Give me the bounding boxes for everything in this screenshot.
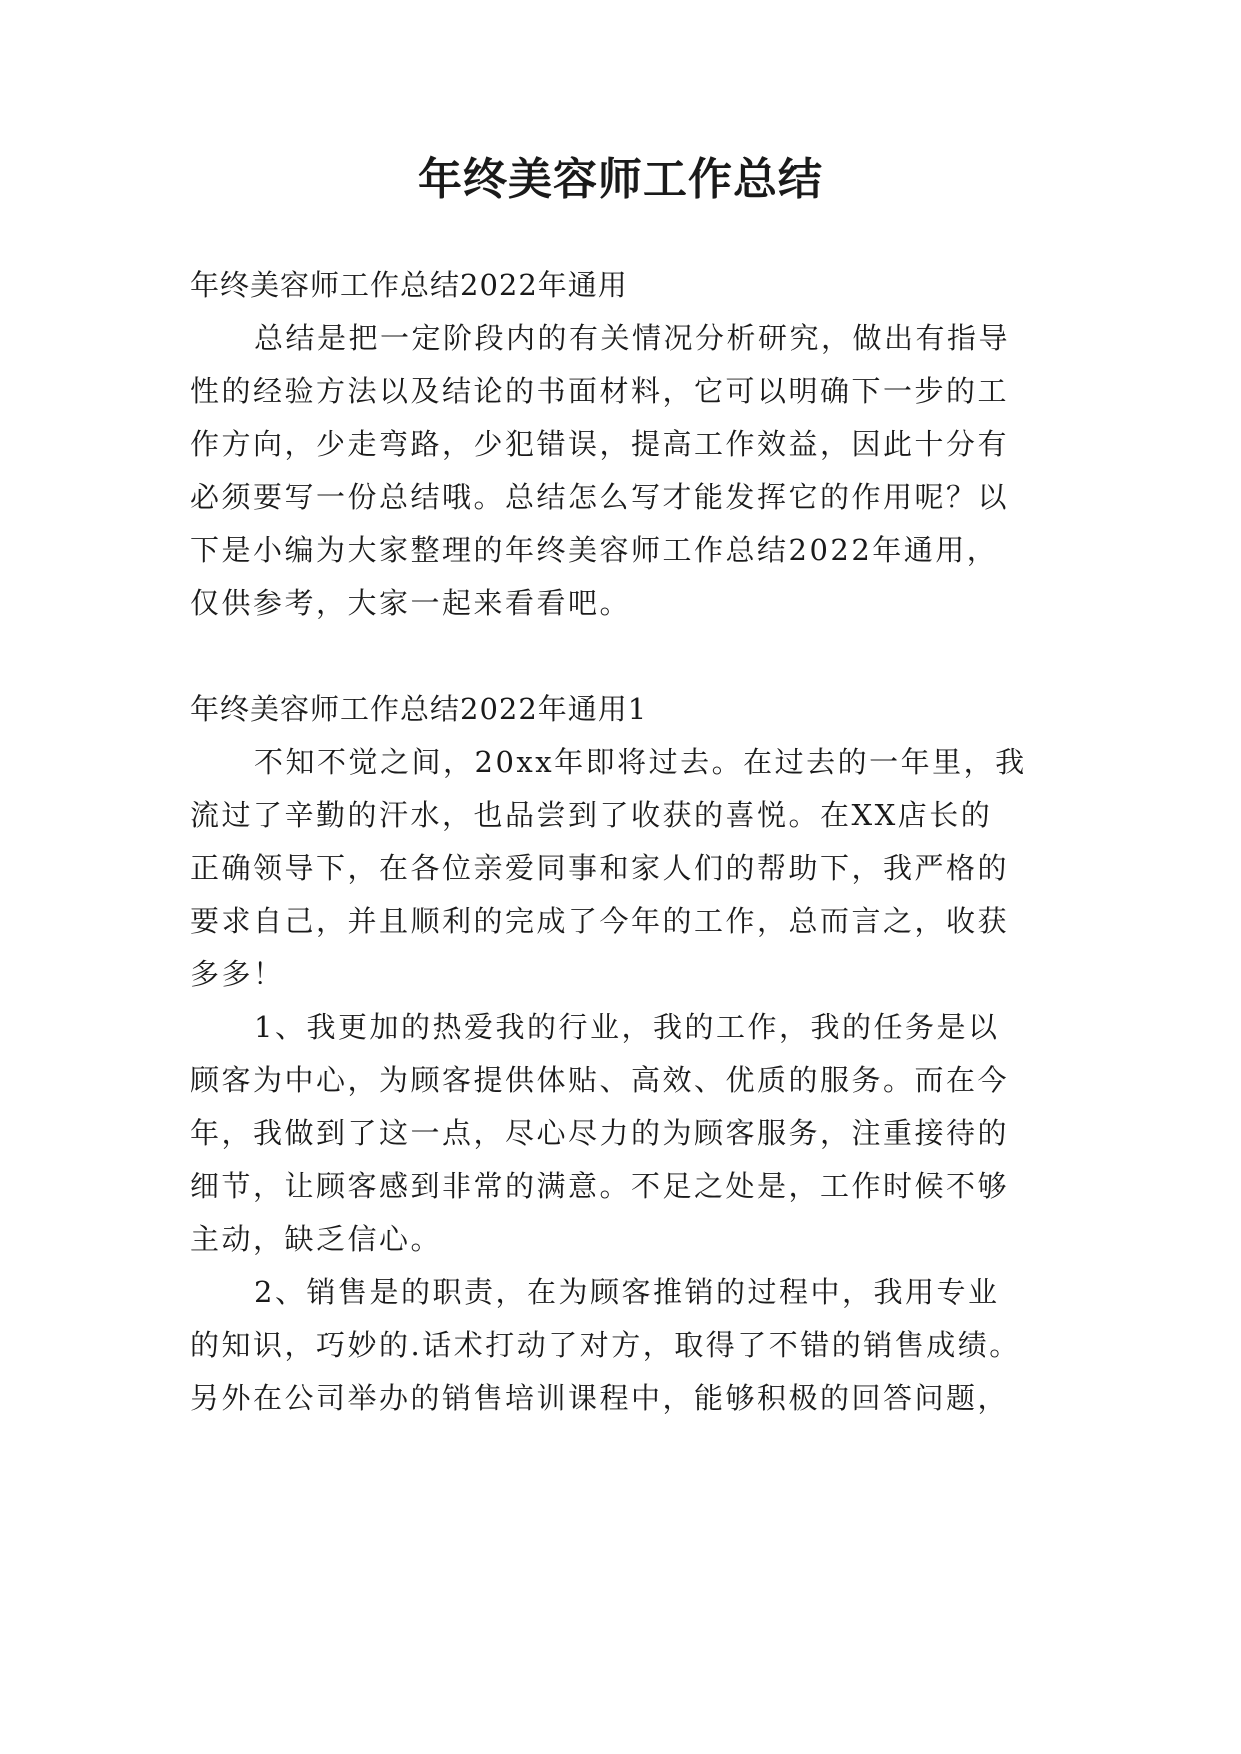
paragraph-line: 年，我做到了这一点，尽心尽力的为顾客服务，注重接待的 (190, 1116, 1010, 1150)
intro-line: 仅供参考，大家一起来看看吧。 (190, 586, 632, 620)
document-title: 年终美容师工作总结 (418, 154, 823, 205)
section-heading: 年终美容师工作总结2022年通用1 (190, 692, 648, 726)
paragraph-line: 另外在公司举办的销售培训课程中，能够积极的回答问题， (190, 1381, 1010, 1415)
paragraph-line: 要求自己，并且顺利的完成了今年的工作，总而言之，收获 (190, 904, 1010, 938)
paragraph-line: 正确领导下，在各位亲爱同事和家人们的帮助下，我严格的 (190, 851, 1010, 885)
intro-line: 总结是把一定阶段内的有关情况分析研究，做出有指导 (254, 321, 1011, 355)
paragraph-line: 2、销售是的职责，在为顾客推销的过程中，我用专业 (254, 1275, 1000, 1309)
paragraph-line: 主动，缺乏信心。 (190, 1222, 443, 1256)
paragraph-line: 流过了辛勤的汗水，也品尝到了收获的喜悦。在XX店长的 (190, 798, 993, 832)
intro-line: 性的经验方法以及结论的书面材料，它可以明确下一步的工 (190, 374, 1010, 408)
paragraph-line: 顾客为中心，为顾客提供体贴、高效、优质的服务。而在今 (190, 1063, 1010, 1097)
paragraph-line: 细节，让顾客感到非常的满意。不足之处是，工作时候不够 (190, 1169, 1010, 1203)
intro-line: 下是小编为大家整理的年终美容师工作总结2022年通用， (190, 533, 999, 567)
intro-line: 必须要写一份总结哦。总结怎么写才能发挥它的作用呢？以 (190, 480, 1010, 514)
paragraph-line: 不知不觉之间，20xx年即将过去。在过去的一年里，我 (254, 745, 1027, 779)
paragraph-line: 的知识，巧妙的.话术打动了对方，取得了不错的销售成绩。 (190, 1328, 1021, 1362)
paragraph-line: 多多！ (190, 957, 285, 991)
paragraph-line: 1、我更加的热爱我的行业，我的工作，我的任务是以 (254, 1010, 1000, 1044)
intro-line: 作方向，少走弯路，少犯错误，提高工作效益，因此十分有 (190, 427, 1010, 461)
document-subtitle: 年终美容师工作总结2022年通用 (190, 268, 628, 302)
